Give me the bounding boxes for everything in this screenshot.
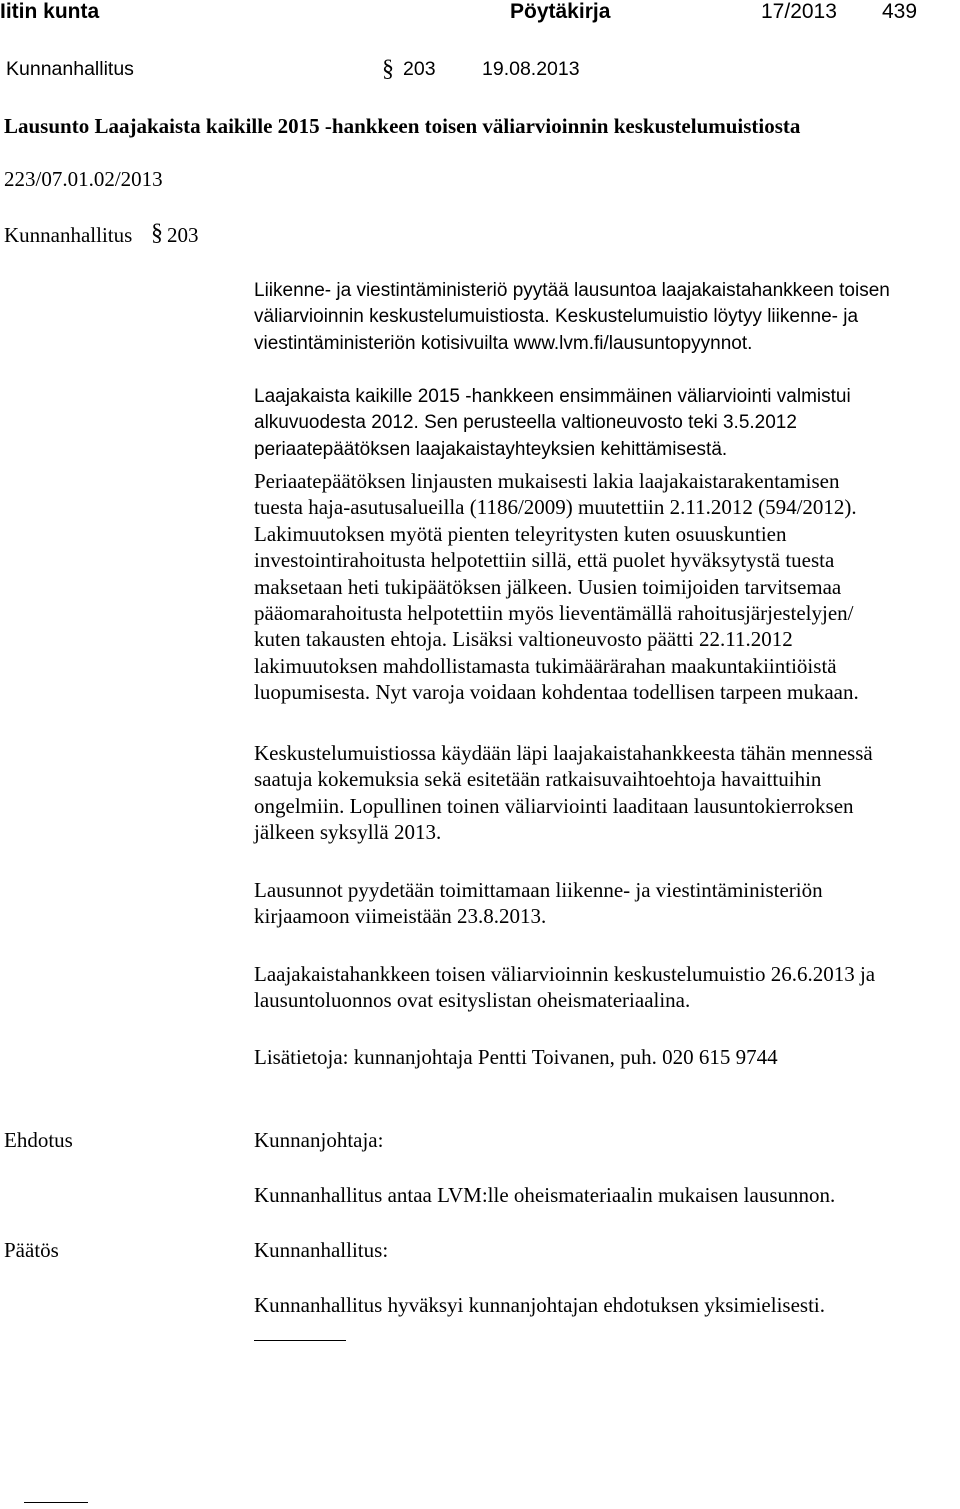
attachment-line: lausuntoluonnos ovat esityslistan oheismateriaalina. <box>254 988 691 1013</box>
body-line: investointirahoitusta helpotettiin sillä, että puolet hyväksytystä tuesta <box>254 548 835 573</box>
municipality-name: Iitin kunta <box>0 0 100 23</box>
footer-rule <box>24 1502 88 1503</box>
decision-presenter: Kunnanhallitus: <box>254 1238 389 1262</box>
intro-paragraph <box>254 278 960 357</box>
signature-rule <box>254 1340 346 1341</box>
decision-label: Päätös <box>4 1238 59 1262</box>
body-line: Periaatepäätöksen linjausten mukaisesti lakia laajakaistarakentamisen <box>254 469 840 493</box>
attachment-paragraph <box>254 961 960 1014</box>
attachment-line: Laajakaistahankkeen toisen väliarvioinnin keskustelumuistio 26.6.2013 ja <box>254 962 876 986</box>
intro-line: viestintäministeriön kotisivuilta www.lvm.fi/lausuntopyynnot. <box>254 332 753 354</box>
contact-line: Lisätietoja: kunnanjohtaja Pentti Toivanen, puh. 020 615 9744 <box>254 1045 778 1069</box>
proposal-text: Kunnanhallitus antaa LVM:lle oheismateriaalin mukaisen lausunnon. <box>254 1183 836 1207</box>
body-line: tuesta haja-asutusalueilla (1186/2009) muutettiin 2.11.2012 (594/2012). <box>254 495 857 520</box>
discussion-paragraph <box>254 740 960 846</box>
record-number: 223/07.01.02/2013 <box>4 167 163 191</box>
body-line: pääomarahoitusta helpotettiin myös lieventämällä rahoitusjärjestelyjen/ <box>254 600 854 625</box>
background-line: Laajakaista kaikille 2015 -hankkeen ensimmäinen väliarviointi valmistui <box>254 386 851 407</box>
body-line: luopumisesta. Nyt varoja voidaan kohdentaa todellisen tarpeen mukaan. <box>254 680 859 705</box>
proposal-label: Ehdotus <box>4 1128 73 1152</box>
deadline-line: kirjaamoon viimeistään 23.8.2013. <box>254 904 547 929</box>
intro-line: Liikenne- ja viestintäministeriö pyytää lausuntoa laajakaistahankkeen toisen <box>254 280 890 301</box>
contact-info <box>254 1044 960 1070</box>
meeting-date: 19.08.2013 <box>482 58 580 80</box>
document-number: 17/2013 <box>761 0 837 23</box>
document-type: Pöytäkirja <box>510 0 611 23</box>
discussion-line: Keskustelumuistiossa käydään läpi laajakaistahankkeesta tähän mennessä <box>254 741 873 765</box>
intro-line: väliarvioinnin keskustelumuistiosta. Keskustelumuistio löytyy liikenne- ja <box>254 306 859 328</box>
body-paragraph <box>254 468 960 706</box>
governing-body: Kunnanhallitus <box>6 58 134 80</box>
background-line: periaatepäätöksen laajakaistayhteyksien kehittämisestä. <box>254 438 728 460</box>
background-paragraph <box>254 384 960 463</box>
section-number: 203 <box>403 58 436 80</box>
section-ref-mark: § <box>151 220 163 246</box>
discussion-line: saatuja kokemuksia sekä esitetään ratkaisuvaihtoehtoja havaittuihin <box>254 767 822 792</box>
body-line: lakimuutoksen mahdollistamasta tukimäärärahan maakuntakiintiöistä <box>254 653 837 678</box>
page-number: 439 <box>882 0 918 23</box>
discussion-line: jälkeen syksyllä 2013. <box>254 820 442 845</box>
section-mark: § <box>382 56 394 82</box>
page-title: Lausunto Laajakaista kaikille 2015 -hankkeen toisen väliarvioinnin keskustelumuistiosta <box>4 114 801 138</box>
decision-text: Kunnanhallitus hyväksyi kunnanjohtajan ehdotuksen yksimielisesti. <box>254 1293 826 1317</box>
body-line: Lakimuutoksen myötä pienten teleyritysten kuten osuuskuntien <box>254 521 787 546</box>
section-ref-number: 203 <box>167 223 199 247</box>
body-line: maksetaan heti tukipäätöksen jälkeen. Uusien toimijoiden tarvitsemaa <box>254 574 842 599</box>
proposal-presenter: Kunnanjohtaja: <box>254 1128 384 1152</box>
deadline-paragraph <box>254 877 960 930</box>
background-line: alkuvuodesta 2012. Sen perusteella valtioneuvosto teki 3.5.2012 <box>254 412 797 434</box>
discussion-line: ongelmiin. Lopullinen toinen väliarviointi laaditaan lausuntokierroksen <box>254 793 854 818</box>
deadline-line: Lausunnot pyydetään toimittamaan liikenne- ja viestintäministeriön <box>254 878 823 902</box>
body-line: kuten takausten ehtoja. Lisäksi valtioneuvosto päätti 22.11.2012 <box>254 627 793 652</box>
section-ref-body: Kunnanhallitus <box>4 223 133 247</box>
